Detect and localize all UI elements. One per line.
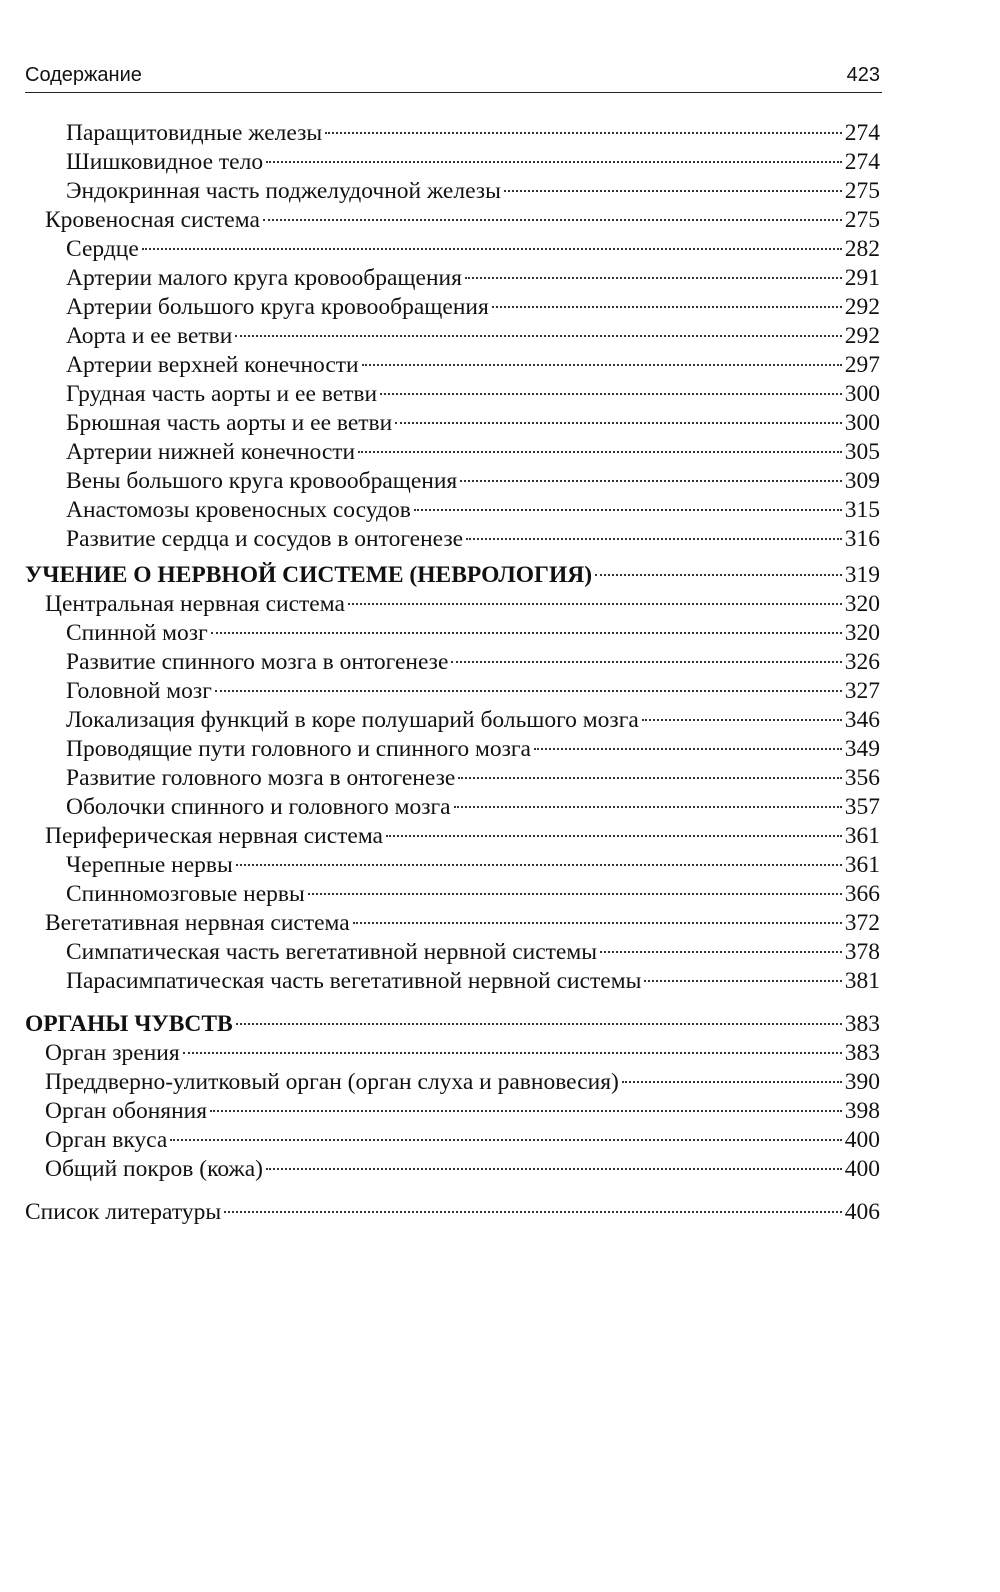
toc-entry: [25, 561, 880, 590]
toc-entry-title: Преддверно-улитковый орган (орган слуха и равновесия): [45, 1069, 619, 1095]
toc-entry-page: 398: [844, 1098, 880, 1124]
toc-entry-title: Артерии малого круга кровообращения: [66, 265, 462, 291]
toc-entry-page: 406: [844, 1199, 880, 1225]
dot-leader: [622, 1081, 842, 1083]
toc-entry: [25, 880, 880, 909]
toc-entry: [25, 1068, 880, 1097]
toc-entry: [25, 735, 880, 764]
dot-leader: [534, 748, 842, 750]
toc-entry: [25, 467, 880, 496]
dot-leader: [362, 364, 842, 366]
dot-leader: [395, 422, 842, 424]
toc-entry-title: Артерии верхней конечности: [66, 352, 359, 378]
toc-entry-title: Список литературы: [25, 1199, 222, 1225]
toc-entry: [25, 619, 880, 648]
dot-leader: [211, 632, 842, 634]
toc-entry-title: Центральная нервная система: [45, 591, 345, 617]
toc-entry-title: Развитие сердца и сосудов в онтогенезе: [66, 526, 464, 552]
toc-entry-page: 274: [844, 149, 880, 175]
toc-entry-page: 326: [844, 649, 880, 675]
dot-leader: [600, 951, 842, 953]
toc-entry-page: 346: [844, 707, 880, 733]
toc-entry-page: 315: [844, 497, 880, 523]
toc-entry-page: 383: [844, 1040, 880, 1066]
toc-entry-page: 383: [844, 1011, 880, 1037]
toc-entry-title: Грудная часть аорты и ее ветви: [66, 381, 378, 407]
toc-entry-page: 275: [844, 207, 880, 233]
toc-entry-title: Шишковидное тело: [66, 149, 264, 175]
toc-entry-page: 292: [844, 294, 880, 320]
toc-entry-page: 356: [844, 765, 880, 791]
toc-entry-title: Кровеносная система: [45, 207, 260, 233]
toc-entry: [25, 1097, 880, 1126]
dot-leader: [414, 509, 842, 511]
toc-entry-title: Анастомозы кровеносных сосудов: [66, 497, 411, 523]
header-section-title: Содержание: [25, 64, 142, 86]
toc-spacer: [25, 554, 880, 561]
toc-entry-title: Артерии большого круга кровообращения: [66, 294, 489, 320]
toc-entry-page: 274: [844, 120, 880, 146]
toc-entry: [25, 235, 880, 264]
header-page-number: 423: [846, 64, 880, 86]
dot-leader: [595, 574, 842, 576]
toc-entry-page: 300: [844, 381, 880, 407]
toc-entry-page: 378: [844, 939, 880, 965]
toc-entry-title: Локализация функций в коре полушарий большого мозга: [66, 707, 639, 733]
toc-entry-page: 309: [844, 468, 880, 494]
dot-leader: [224, 1211, 842, 1213]
toc-entry-page: 297: [844, 352, 880, 378]
toc-entry: [25, 293, 880, 322]
dot-leader: [380, 393, 842, 395]
toc-entry-page: 292: [844, 323, 880, 349]
toc-entry: [25, 409, 880, 438]
toc-entry: [25, 938, 880, 967]
toc-entry-title: Развитие головного мозга в онтогенезе: [66, 765, 456, 791]
toc-entry-title: Брюшная часть аорты и ее ветви: [66, 410, 393, 436]
dot-leader: [142, 248, 842, 250]
toc-entry-page: 291: [844, 265, 880, 291]
toc-entry: [25, 590, 880, 619]
toc-entry: [25, 264, 880, 293]
table-of-contents: [25, 119, 880, 1227]
dot-leader: [460, 480, 842, 482]
toc-entry: [25, 496, 880, 525]
dot-leader: [348, 603, 842, 605]
toc-entry-title: Сердце: [66, 236, 139, 262]
dot-leader: [210, 1110, 842, 1112]
toc-entry-title: Орган обоняния: [45, 1098, 208, 1124]
toc-entry: [25, 1198, 880, 1227]
toc-entry-page: 400: [844, 1156, 880, 1182]
dot-leader: [325, 132, 842, 134]
toc-entry-title: Эндокринная часть поджелудочной железы: [66, 178, 501, 204]
toc-entry: [25, 119, 880, 148]
toc-entry-page: 275: [844, 178, 880, 204]
toc-entry: [25, 525, 880, 554]
toc-entry-title: Развитие спинного мозга в онтогенезе: [66, 649, 449, 675]
dot-leader: [358, 451, 842, 453]
toc-entry-title: Артерии нижней конечности: [66, 439, 356, 465]
dot-leader: [183, 1052, 842, 1054]
toc-entry-title: Спинномозговые нервы: [66, 881, 305, 907]
toc-entry-title: Паращитовидные железы: [66, 120, 323, 146]
running-header: [25, 60, 882, 93]
toc-entry-title: Общий покров (кожа): [45, 1156, 263, 1182]
toc-entry: [25, 967, 880, 996]
dot-leader: [492, 306, 842, 308]
toc-spacer: [25, 1184, 880, 1198]
toc-entry: [25, 764, 880, 793]
toc-entry-page: 361: [844, 852, 880, 878]
toc-entry: [25, 351, 880, 380]
dot-leader: [236, 864, 842, 866]
dot-leader: [263, 219, 842, 221]
dot-leader: [644, 980, 841, 982]
toc-entry: [25, 1155, 880, 1184]
toc-entry-page: 305: [844, 439, 880, 465]
toc-entry-title: Орган зрения: [45, 1040, 180, 1066]
toc-entry: [25, 793, 880, 822]
dot-leader: [235, 335, 841, 337]
toc-entry-page: 320: [844, 591, 880, 617]
dot-leader: [308, 893, 842, 895]
toc-entry-page: 282: [844, 236, 880, 262]
toc-entry: [25, 851, 880, 880]
toc-entry: [25, 1039, 880, 1068]
toc-entry: [25, 706, 880, 735]
dot-leader: [465, 277, 842, 279]
dot-leader: [451, 661, 841, 663]
toc-entry-title: Симпатическая часть вегетативной нервной системы: [66, 939, 598, 965]
toc-entry-page: 361: [844, 823, 880, 849]
toc-entry-title: ОРГАНЫ ЧУВСТВ: [25, 1011, 233, 1037]
toc-entry: [25, 148, 880, 177]
dot-leader: [266, 161, 842, 163]
toc-entry-page: 300: [844, 410, 880, 436]
toc-entry-title: Вены большого круга кровообращения: [66, 468, 458, 494]
dot-leader: [454, 806, 842, 808]
toc-entry-page: 366: [844, 881, 880, 907]
toc-entry: [25, 648, 880, 677]
toc-entry: [25, 822, 880, 851]
toc-entry-page: 319: [844, 562, 880, 588]
toc-entry-title: Вегетативная нервная система: [45, 910, 350, 936]
toc-entry-page: 381: [844, 968, 880, 994]
toc-entry-title: Спинной мозг: [66, 620, 208, 646]
toc-entry: [25, 322, 880, 351]
toc-entry-title: Черепные нервы: [66, 852, 233, 878]
toc-entry: [25, 206, 880, 235]
toc-entry-title: Периферическая нервная система: [45, 823, 383, 849]
toc-entry: [25, 1010, 880, 1039]
dot-leader: [386, 835, 842, 837]
toc-entry-title: Аорта и ее ветви: [66, 323, 233, 349]
toc-entry-title: Орган вкуса: [45, 1127, 168, 1153]
toc-entry-title: Проводящие пути головного и спинного мозга: [66, 736, 531, 762]
toc-entry-page: 400: [844, 1127, 880, 1153]
dot-leader: [353, 922, 842, 924]
dot-leader: [504, 190, 842, 192]
toc-entry: [25, 438, 880, 467]
toc-entry-title: Головной мозг: [66, 678, 212, 704]
toc-entry: [25, 1126, 880, 1155]
toc-entry: [25, 909, 880, 938]
toc-entry-title: Парасимпатическая часть вегетативной нервной системы: [66, 968, 642, 994]
toc-entry-page: 390: [844, 1069, 880, 1095]
toc-entry-title: Оболочки спинного и головного мозга: [66, 794, 451, 820]
toc-entry-page: 372: [844, 910, 880, 936]
toc-spacer: [25, 996, 880, 1010]
toc-entry: [25, 177, 880, 206]
dot-leader: [236, 1023, 842, 1025]
dot-leader: [170, 1139, 841, 1141]
dot-leader: [215, 690, 842, 692]
toc-entry-page: 349: [844, 736, 880, 762]
toc-entry-page: 327: [844, 678, 880, 704]
dot-leader: [458, 777, 841, 779]
toc-entry: [25, 380, 880, 409]
dot-leader: [466, 538, 842, 540]
toc-entry: [25, 677, 880, 706]
dot-leader: [266, 1168, 842, 1170]
toc-entry-page: 357: [844, 794, 880, 820]
toc-entry-page: 320: [844, 620, 880, 646]
toc-entry-title: УЧЕНИЕ О НЕРВНОЙ СИСТЕМЕ (НЕВРОЛОГИЯ): [25, 562, 593, 588]
toc-entry-page: 316: [844, 526, 880, 552]
dot-leader: [642, 719, 842, 721]
